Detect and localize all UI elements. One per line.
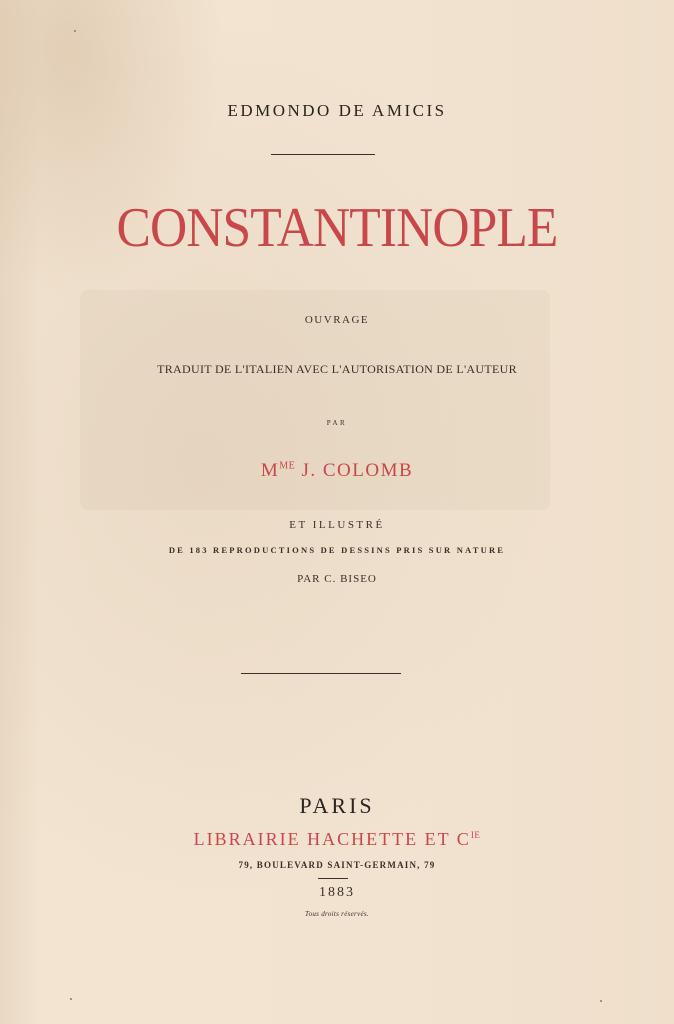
illustrated-label: ET ILLUSTRÉ — [289, 519, 385, 531]
paper-speck — [74, 30, 76, 32]
illustrator-name: PAR C. BISEO — [297, 573, 377, 585]
paper-speck — [600, 1000, 602, 1002]
top-rule — [271, 154, 375, 155]
publisher-main: LIBRAIRIE HACHETTE ET C — [193, 829, 471, 849]
reproductions-note: DE 183 REPRODUCTIONS DE DESSINS PRIS SUR NATURE — [168, 545, 506, 555]
publisher-name — [0, 829, 674, 850]
book-title: CONSTANTINOPLE — [116, 197, 558, 259]
author-name: EDMONDO DE AMICIS — [227, 101, 447, 120]
translator-surname: J. COLOMB — [301, 460, 414, 481]
translator-prefix: M — [260, 460, 280, 481]
paper-speck — [70, 998, 72, 1000]
publication-year: 1883 — [319, 885, 355, 900]
work-label: OUVRAGE — [304, 314, 370, 326]
bottom-rule — [241, 673, 401, 674]
translator-superscript: ME — [279, 460, 296, 472]
year-rule — [318, 878, 348, 879]
by-label: PAR — [326, 419, 348, 427]
publication-city: PARIS — [299, 793, 375, 818]
translation-note: TRADUIT DE L'ITALIEN AVEC L'AUTORISATION DE L'AUTEUR — [157, 362, 517, 376]
publisher-address: 79, BOULEVARD SAINT-GERMAIN, 79 — [238, 860, 436, 870]
publisher-superscript: IE — [470, 830, 481, 840]
rights-notice: Tous droits réservés. — [305, 910, 369, 918]
translator-name — [0, 460, 674, 482]
